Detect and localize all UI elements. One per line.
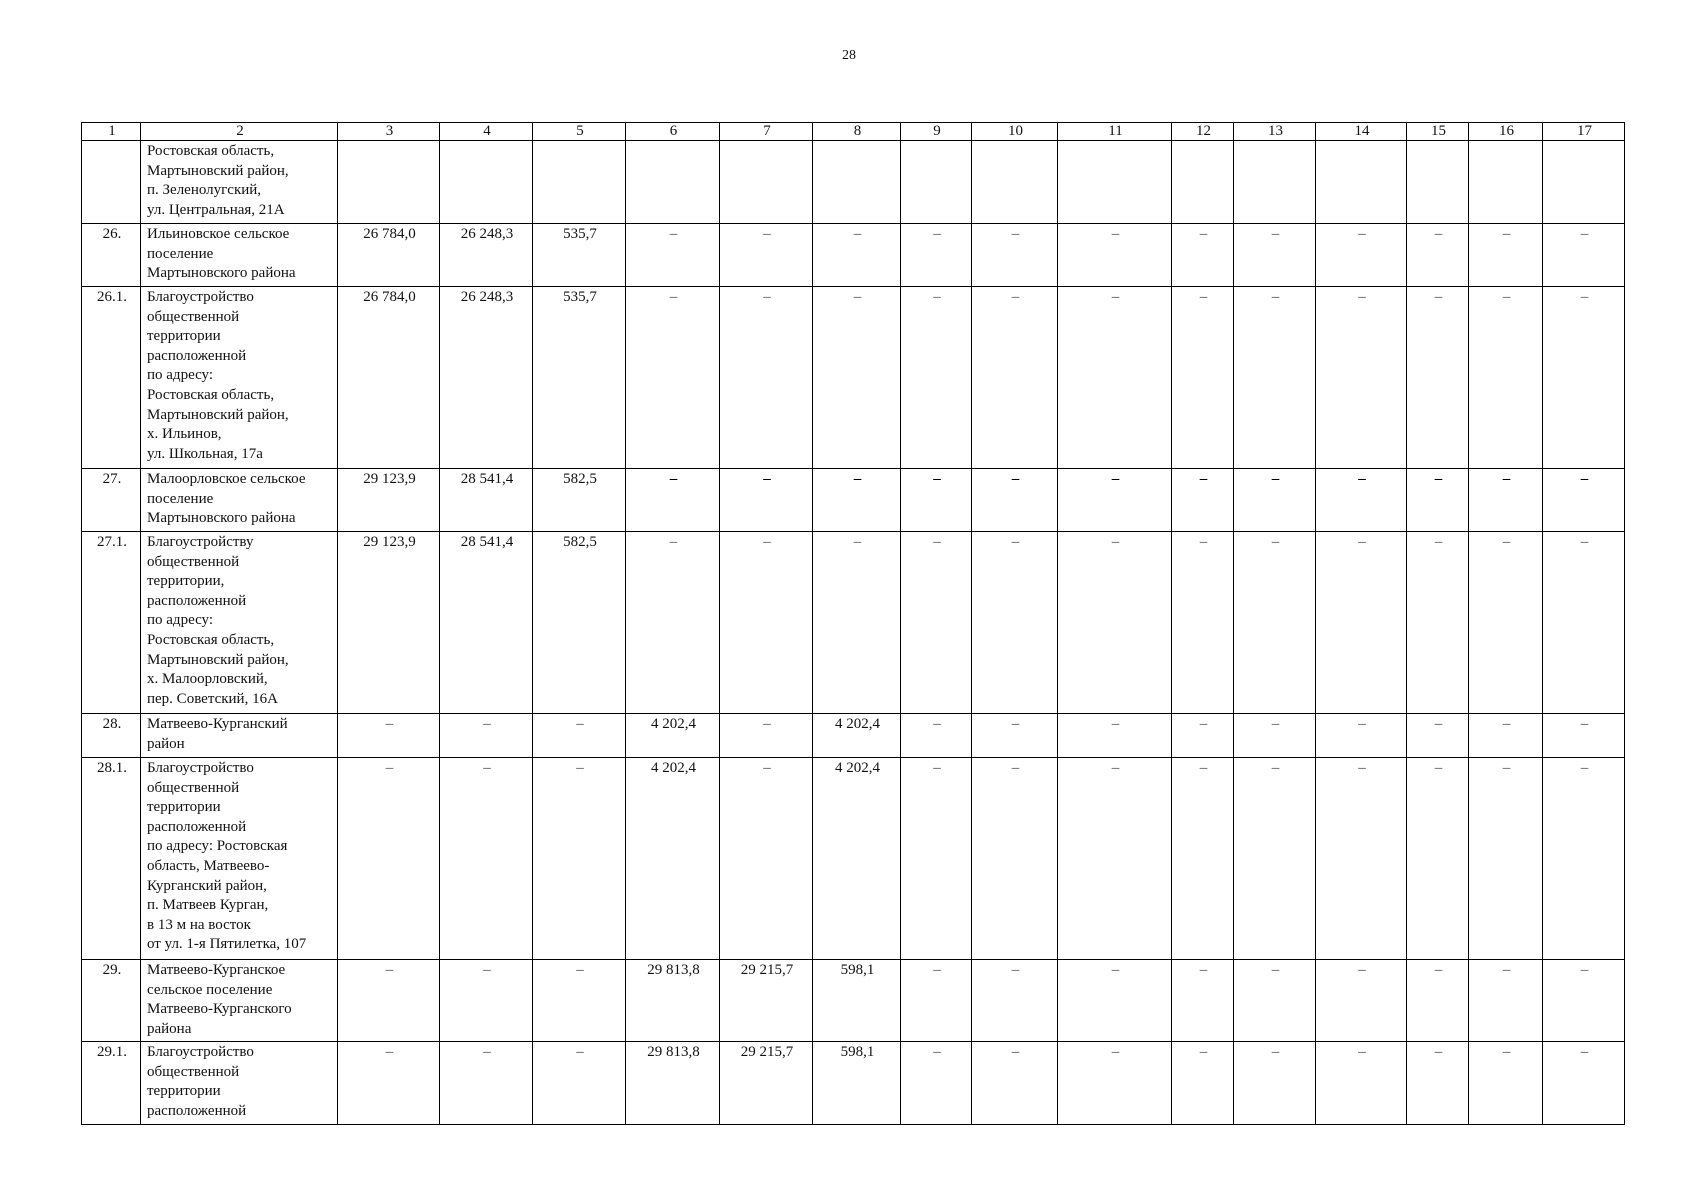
row-number-cell [82,141,141,224]
row-name-cell: Малоорловское сельское поселение Мартыновского района [141,469,338,532]
column-number-header: 3 [338,123,440,141]
value-cell: – [1234,758,1316,960]
value-cell: – [813,287,901,469]
row-name-cell: Матвеево-Курганский район [141,714,338,758]
value-cell: – [1234,469,1316,532]
value-cell: 26 784,0 [338,224,440,287]
row-name-cell: Матвеево-Курганское сельское поселение Матвеево-Курганского района [141,960,338,1042]
value-cell: – [533,960,626,1042]
value-cell: – [1316,758,1407,960]
value-cell: – [1058,714,1172,758]
value-cell: – [1234,532,1316,714]
value-cell: – [1172,714,1234,758]
value-cell: – [1469,960,1543,1042]
value-cell [901,141,972,224]
value-cell: – [1234,714,1316,758]
value-cell: – [1316,960,1407,1042]
value-cell: – [1543,224,1625,287]
row-number-cell: 26.1. [82,287,141,469]
value-cell [626,141,720,224]
value-cell: 598,1 [813,960,901,1042]
column-number-header: 10 [972,123,1058,141]
column-number-header: 6 [626,123,720,141]
value-cell: – [901,224,972,287]
value-cell: – [626,469,720,532]
value-cell [1469,141,1543,224]
value-cell: 535,7 [533,287,626,469]
value-cell [720,141,813,224]
header-row [82,123,1625,141]
value-cell [1234,141,1316,224]
value-cell: – [901,287,972,469]
value-cell: – [440,1042,533,1125]
row-number-cell: 28. [82,714,141,758]
value-cell: – [1316,224,1407,287]
value-cell: – [972,758,1058,960]
value-cell: – [901,532,972,714]
column-number-header: 16 [1469,123,1543,141]
row-number-cell: 28.1. [82,758,141,960]
value-cell: – [813,469,901,532]
value-cell: – [1543,960,1625,1042]
row-name-cell: Ильиновское сельское поселение Мартыновского района [141,224,338,287]
value-cell: – [1469,758,1543,960]
value-cell: – [720,532,813,714]
value-cell: – [972,714,1058,758]
row-number-cell: 26. [82,224,141,287]
value-cell [338,141,440,224]
value-cell: – [720,469,813,532]
row-number-cell: 29.1. [82,1042,141,1125]
value-cell: – [338,714,440,758]
value-cell: – [972,224,1058,287]
value-cell: – [440,960,533,1042]
value-cell: – [1543,287,1625,469]
value-cell: – [1469,714,1543,758]
value-cell [972,141,1058,224]
value-cell: – [1407,960,1469,1042]
value-cell: – [901,469,972,532]
value-cell: – [1058,960,1172,1042]
value-cell: – [972,469,1058,532]
value-cell: – [901,1042,972,1125]
value-cell: – [1172,224,1234,287]
column-number-header: 4 [440,123,533,141]
value-cell: – [1172,960,1234,1042]
value-cell: – [440,758,533,960]
value-cell: – [1316,469,1407,532]
value-cell: – [338,960,440,1042]
budget-table [81,122,1625,1125]
value-cell: – [1407,714,1469,758]
value-cell: – [1316,287,1407,469]
value-cell: 4 202,4 [813,758,901,960]
row-name-cell: Ростовская область, Мартыновский район, п. Зеленолугский, ул. Центральная, 21А [141,141,338,224]
value-cell: – [1407,532,1469,714]
value-cell [440,141,533,224]
value-cell: – [901,758,972,960]
value-cell: – [1234,1042,1316,1125]
value-cell: – [1543,758,1625,960]
value-cell: – [626,287,720,469]
value-cell: – [972,960,1058,1042]
value-cell: – [1469,532,1543,714]
row-name-cell: Благоустройство общественной территории расположенной [141,1042,338,1125]
column-number-header: 9 [901,123,972,141]
value-cell: – [533,1042,626,1125]
table-row [82,287,1625,469]
value-cell: – [1469,224,1543,287]
value-cell [1058,141,1172,224]
value-cell: – [1316,1042,1407,1125]
table-row [82,960,1625,1042]
value-cell: – [1234,224,1316,287]
column-number-header: 2 [141,123,338,141]
row-name-cell: Благоустройство общественной территории расположенной по адресу: Ростовская область, Мартыновский район, х. Ильинов, ул. Школьная, 17а [141,287,338,469]
value-cell: 29 123,9 [338,469,440,532]
value-cell: – [720,714,813,758]
value-cell: – [626,532,720,714]
value-cell: – [720,287,813,469]
value-cell: – [1407,224,1469,287]
value-cell: – [1172,758,1234,960]
value-cell: 4 202,4 [626,758,720,960]
value-cell: – [338,758,440,960]
value-cell: – [1234,287,1316,469]
column-number-header: 7 [720,123,813,141]
column-number-header: 1 [82,123,141,141]
value-cell: 4 202,4 [626,714,720,758]
table-row [82,224,1625,287]
value-cell: – [1407,469,1469,532]
value-cell [813,141,901,224]
value-cell: 29 813,8 [626,1042,720,1125]
value-cell: – [338,1042,440,1125]
value-cell: – [1058,287,1172,469]
value-cell [1172,141,1234,224]
table-row [82,758,1625,960]
value-cell: – [901,960,972,1042]
value-cell: – [1469,1042,1543,1125]
value-cell: – [1543,1042,1625,1125]
table-row [82,714,1625,758]
column-number-header: 12 [1172,123,1234,141]
value-cell: – [1172,1042,1234,1125]
column-number-header: 14 [1316,123,1407,141]
row-name-cell: Благоустройству общественной территории, расположенной по адресу: Ростовская область, Мартыновский район, х. Малоорловский, пер. Советский, 16А [141,532,338,714]
value-cell: 26 248,3 [440,224,533,287]
row-number-cell: 29. [82,960,141,1042]
value-cell: 582,5 [533,532,626,714]
value-cell: 535,7 [533,224,626,287]
row-name-cell: Благоустройство общественной территории расположенной по адресу: Ростовская область, Матвеево- Курганский район, п. Матвеев Курган, в 13 м на восток от ул. 1-я Пятилетка, 107 [141,758,338,960]
value-cell: – [1172,287,1234,469]
page-number: 28 [842,48,856,63]
value-cell [1316,141,1407,224]
row-number-cell: 27.1. [82,532,141,714]
value-cell: – [1234,960,1316,1042]
table-row [82,532,1625,714]
value-cell: – [1407,758,1469,960]
value-cell: – [626,224,720,287]
value-cell: 29 123,9 [338,532,440,714]
value-cell: – [533,714,626,758]
value-cell: – [972,532,1058,714]
value-cell: – [1058,1042,1172,1125]
value-cell: – [720,758,813,960]
column-number-header: 17 [1543,123,1625,141]
value-cell: – [1543,532,1625,714]
value-cell: 598,1 [813,1042,901,1125]
value-cell: – [1407,1042,1469,1125]
table-row [82,141,1625,224]
value-cell [1407,141,1469,224]
value-cell: – [1469,469,1543,532]
value-cell: 26 784,0 [338,287,440,469]
value-cell: – [1058,224,1172,287]
value-cell: – [1316,532,1407,714]
value-cell: – [972,287,1058,469]
value-cell: – [1172,469,1234,532]
value-cell: – [1058,532,1172,714]
table-row [82,1042,1625,1125]
value-cell: – [901,714,972,758]
row-number-cell: 27. [82,469,141,532]
value-cell [533,141,626,224]
value-cell: – [533,758,626,960]
value-cell: – [1058,758,1172,960]
table-row [82,469,1625,532]
value-cell: – [1316,714,1407,758]
value-cell: 4 202,4 [813,714,901,758]
value-cell: – [720,224,813,287]
column-number-header: 5 [533,123,626,141]
value-cell: 28 541,4 [440,469,533,532]
column-number-header: 8 [813,123,901,141]
value-cell: – [972,1042,1058,1125]
value-cell [1543,141,1625,224]
value-cell: – [1058,469,1172,532]
column-number-header: 13 [1234,123,1316,141]
value-cell: 26 248,3 [440,287,533,469]
value-cell: – [813,224,901,287]
value-cell: – [1543,469,1625,532]
value-cell: – [1543,714,1625,758]
value-cell: 582,5 [533,469,626,532]
value-cell: 28 541,4 [440,532,533,714]
value-cell: 29 215,7 [720,960,813,1042]
value-cell: – [1469,287,1543,469]
value-cell: 29 215,7 [720,1042,813,1125]
value-cell: – [813,532,901,714]
value-cell: – [440,714,533,758]
value-cell: – [1407,287,1469,469]
column-number-header: 11 [1058,123,1172,141]
value-cell: – [1172,532,1234,714]
column-number-header: 15 [1407,123,1469,141]
value-cell: 29 813,8 [626,960,720,1042]
